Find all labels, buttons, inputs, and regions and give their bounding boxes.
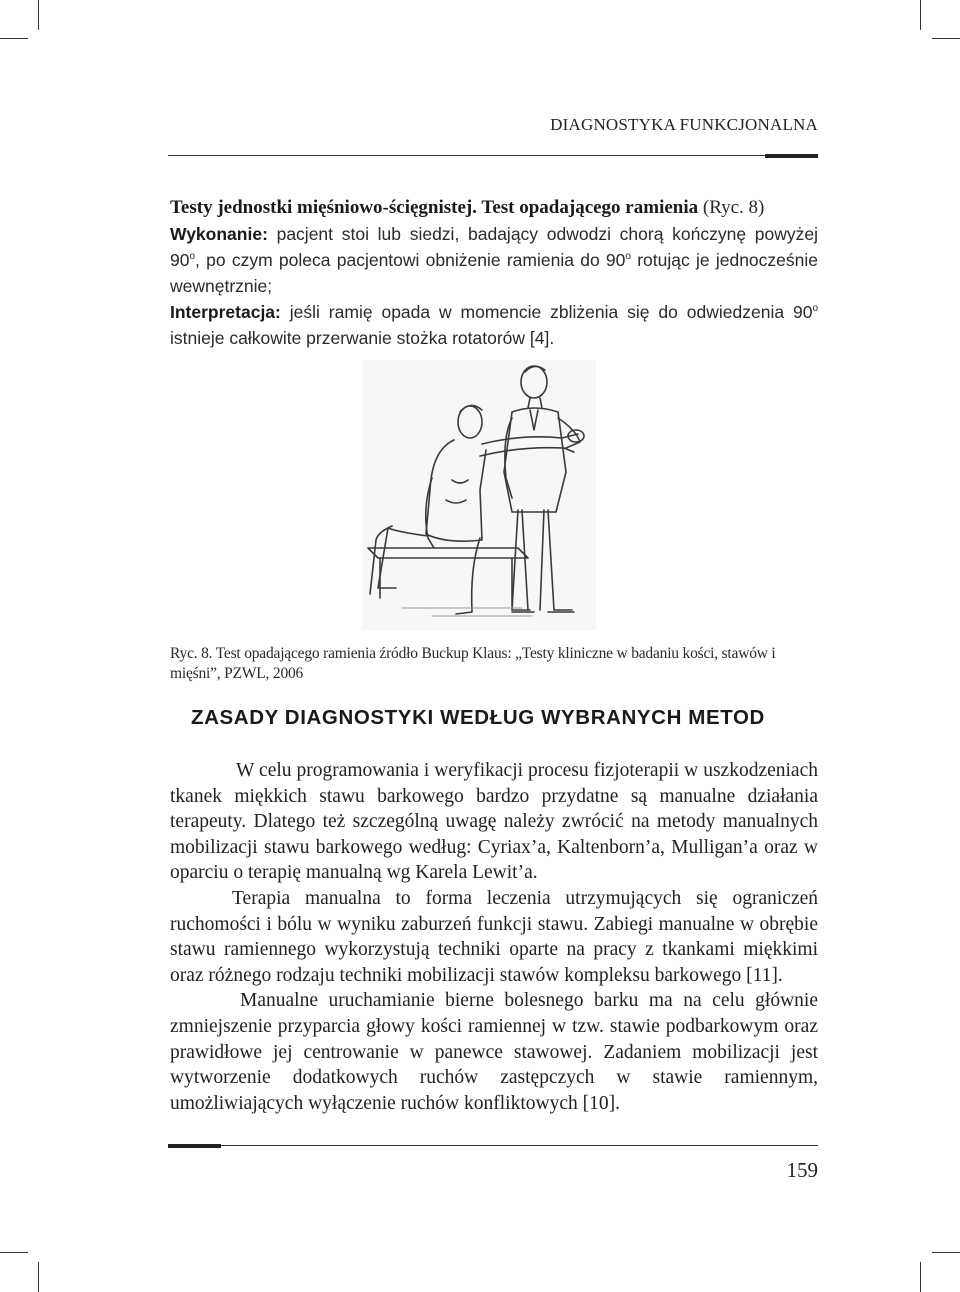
interpretation-label: Interpretacja: (170, 302, 281, 322)
intro-block (170, 194, 818, 351)
body-paragraph: Terapia manualna to forma leczenia utrzymujących się ograniczeń ruchomości i bólu w wyniku zaburzeń funkcji stawu. Zabiegi manualne w obrębie stawu ramiennego wykorzystują techniki oparte na pracy z tkankami miękkimi oraz różnego rodzaju techniki mobilizacji stawów kompleksu barkowego [11]. (170, 887, 818, 986)
intro-paragraph (170, 194, 818, 351)
test-figure-ref: (Ryc. 8) (698, 197, 765, 218)
figure-illustration (362, 360, 596, 630)
degree-sup: o (189, 251, 196, 263)
crop-mark (920, 0, 921, 30)
body-paragraph: Manualne uruchamianie bierne bolesnego barku ma na celu głównie zmniejszenie przyparcia głowy kości ramiennej w tzw. stawie podbarkowym oraz prawidłowe jej centrowanie w panewce stawowej. Zadaniem mobilizacji jest wytworzenie dodatkowych ruchów zastępczych w stawie ramiennym, umożliwiających wyłączenie ruchów konfliktowych [10]. (170, 990, 818, 1114)
section-title: ZASADY DIAGNOSTYKI WEDŁUG WYBRANYCH METOD (191, 706, 765, 729)
section-body (170, 758, 818, 1116)
test-title: Testy jednostki mięśniowo-ścięgnistej. Test opadającego ramienia (170, 197, 699, 218)
crop-mark (932, 38, 960, 39)
body-paragraph: W celu programowania i weryfikacji procesu fizjoterapii w uszkodzeniach tkanek miękkich stawu barkowego bardzo przydatne są manualne działania terapeuty. Dlatego też szczególną uwagę należy zwrócić na metody manualnych mobilizacji stawu barkowego według: Cyriax’a, Kaltenborn’a, Mulligan’a oraz w oparciu o terapię manualną wg Karela Lewit’a. (170, 760, 818, 884)
interpretation-text: istnieje całkowite przerwanie stożka rotatorów [4]. (170, 328, 555, 348)
crop-mark (920, 1262, 921, 1292)
header-rule (168, 155, 818, 156)
drop-arm-test-illustration (362, 360, 596, 630)
execution-text: pacjent stoi lub siedzi, badający odwodzi chorą kończynę powyżej 90 (170, 224, 818, 270)
crop-mark (38, 0, 39, 30)
footer-rule (168, 1145, 818, 1146)
crop-mark (0, 38, 28, 39)
degree-sup: o (812, 303, 818, 315)
crop-mark (932, 1252, 960, 1253)
interpretation-text: jeśli ramię opada w momencie zbliżenia się do odwiedzenia 90 (280, 302, 813, 322)
execution-label: Wykonanie: (170, 224, 268, 244)
execution-text: rotując je jednocześnie wewnętrznie; (170, 250, 818, 296)
footer-rule-accent (168, 1144, 221, 1148)
header-rule-accent (765, 154, 818, 158)
figure-caption: Ryc. 8. Test opadającego ramienia źródło Buckup Klaus: „Testy kliniczne w badaniu kości, stawów i mięśni”, PZWL, 2006 (170, 645, 776, 682)
degree-sup: o (625, 251, 631, 263)
running-header: DIAGNOSTYKA FUNKCJONALNA (550, 115, 818, 134)
page-number: 159 (786, 1158, 818, 1182)
crop-mark (0, 1252, 28, 1253)
crop-mark (38, 1262, 39, 1292)
execution-text: , po czym poleca pacjentowi obniżenie ramienia do 90 (195, 250, 626, 270)
